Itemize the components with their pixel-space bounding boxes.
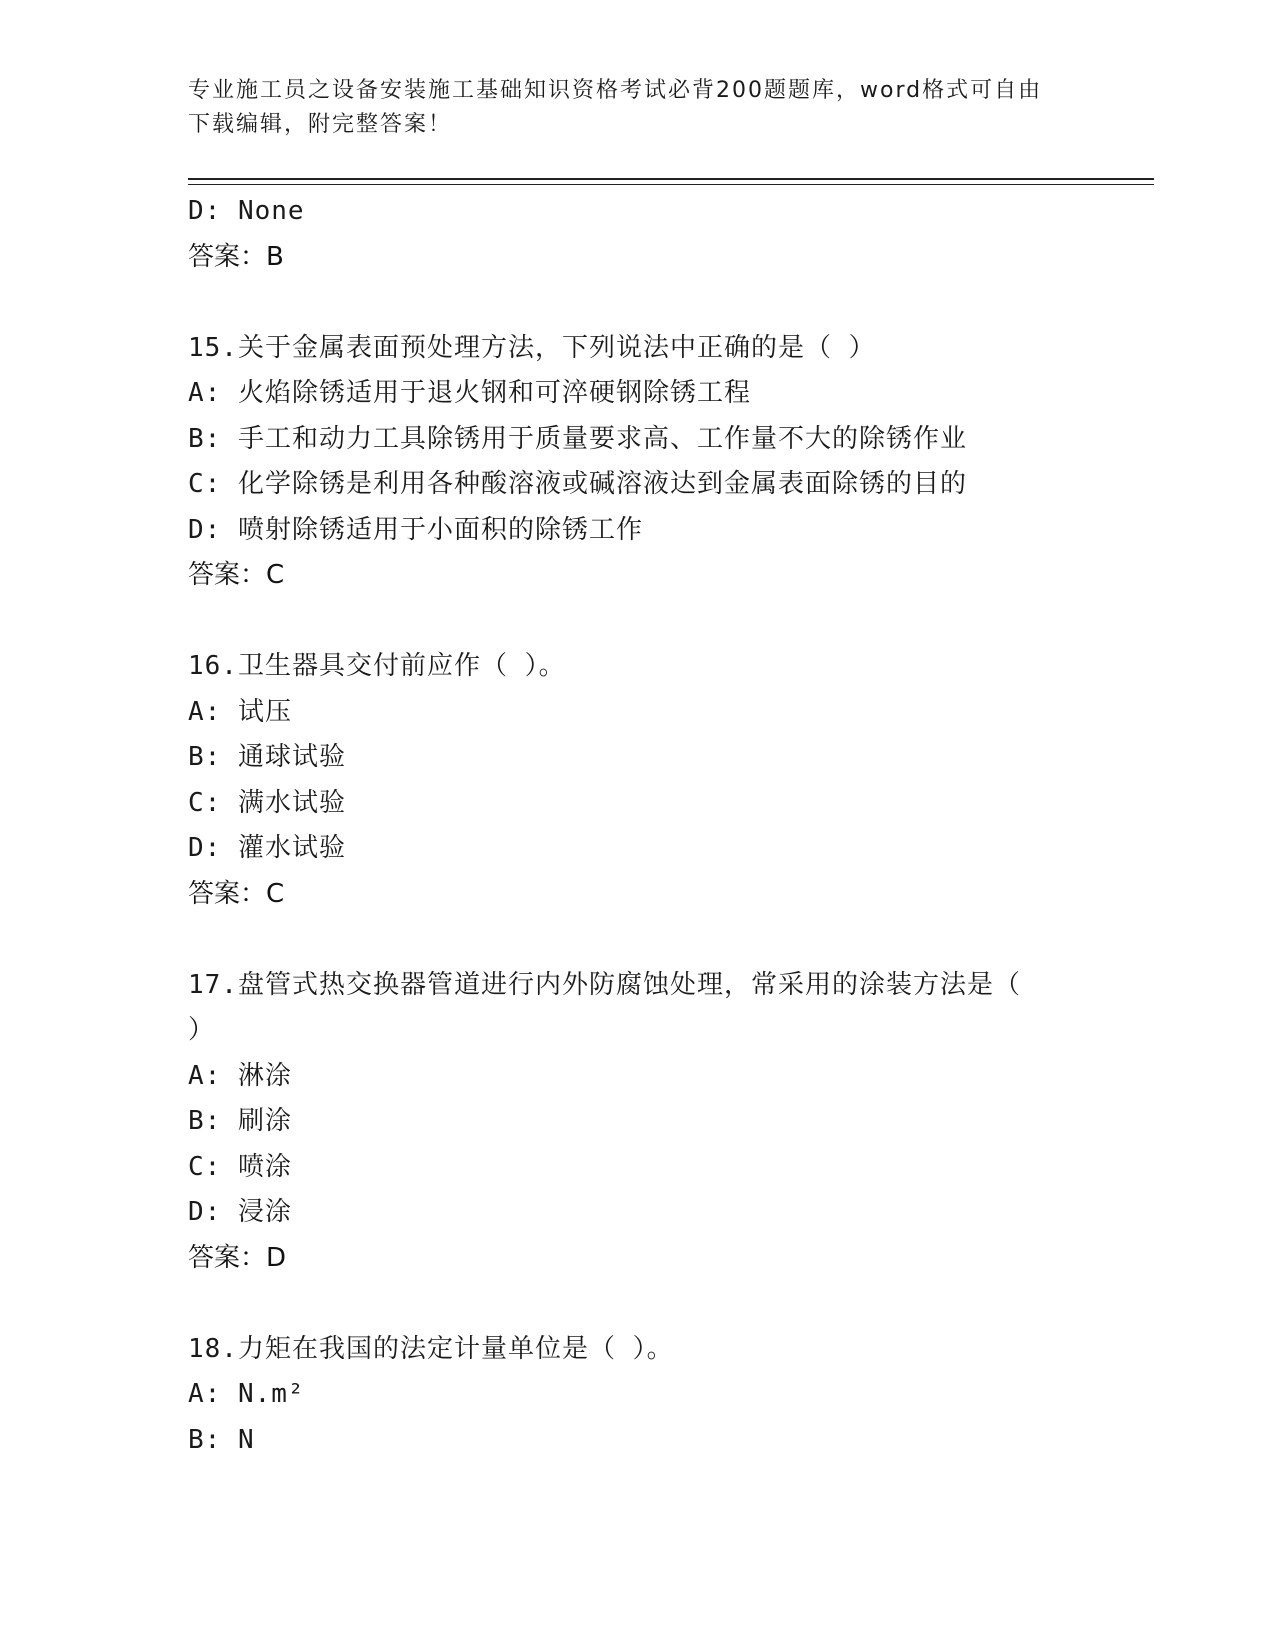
option-a: A: 淋涂: [188, 1060, 292, 1091]
option-b: B: N: [188, 1424, 255, 1455]
question-text: 15.关于金属表面预处理方法，下列说法中正确的是（ ）: [188, 332, 876, 363]
question-list: [188, 189, 1088, 1463]
answer: 答案：C: [188, 878, 285, 909]
spacer: [188, 917, 1088, 963]
answer: 答案：C: [188, 560, 285, 590]
previous-answer: 答案：B: [188, 241, 284, 272]
option-d: D: 喷射除锈适用于小面积的除锈工作: [188, 514, 643, 545]
spacer: [188, 1281, 1088, 1327]
question-17: [188, 963, 1088, 1282]
page-header: [188, 74, 1088, 142]
header-line-1: 专业施工员之设备安装施工基础知识资格考试必背200题题库，word格式可自由: [188, 78, 1043, 103]
question-16: [188, 644, 1088, 917]
option-b: B: 手工和动力工具除锈用于质量要求高、工作量不大的除锈作业: [188, 423, 967, 454]
question-text: 16.卫生器具交付前应作（ ）。: [188, 651, 566, 681]
option-c: C: 满水试验: [188, 787, 346, 818]
header-divider-thin: [188, 184, 1154, 185]
option-a: A: 试压: [188, 696, 292, 727]
question-15: [188, 326, 1088, 599]
option-a: A: 火焰除锈适用于退火钢和可淬硬钢除锈工程: [188, 378, 751, 408]
question-text-continued: ）: [188, 1015, 216, 1045]
option-a: A: N.m²: [188, 1379, 305, 1409]
question-18: [188, 1327, 1088, 1464]
option-c: C: 喷涂: [188, 1151, 292, 1182]
header-divider-thick: [188, 178, 1154, 180]
option-d: D: 浸涂: [188, 1197, 292, 1227]
spacer: [188, 599, 1088, 645]
question-text: 17.盘管式热交换器管道进行内外防腐蚀处理，常采用的涂装方法是（: [188, 969, 1021, 1000]
answer: 答案：D: [188, 1242, 287, 1273]
question-text: 18.力矩在我国的法定计量单位是（ ）。: [188, 1333, 674, 1364]
option-b: B: 刷涂: [188, 1106, 292, 1136]
option-d: D: 灌水试验: [188, 833, 346, 863]
spacer: [188, 280, 1088, 326]
option-b: B: 通球试验: [188, 742, 346, 772]
header-line-2: 下载编辑，附完整答案！: [188, 112, 453, 137]
option-c: C: 化学除锈是利用各种酸溶液或碱溶液达到金属表面除锈的目的: [188, 469, 967, 499]
previous-option-d: D: None: [188, 196, 305, 226]
